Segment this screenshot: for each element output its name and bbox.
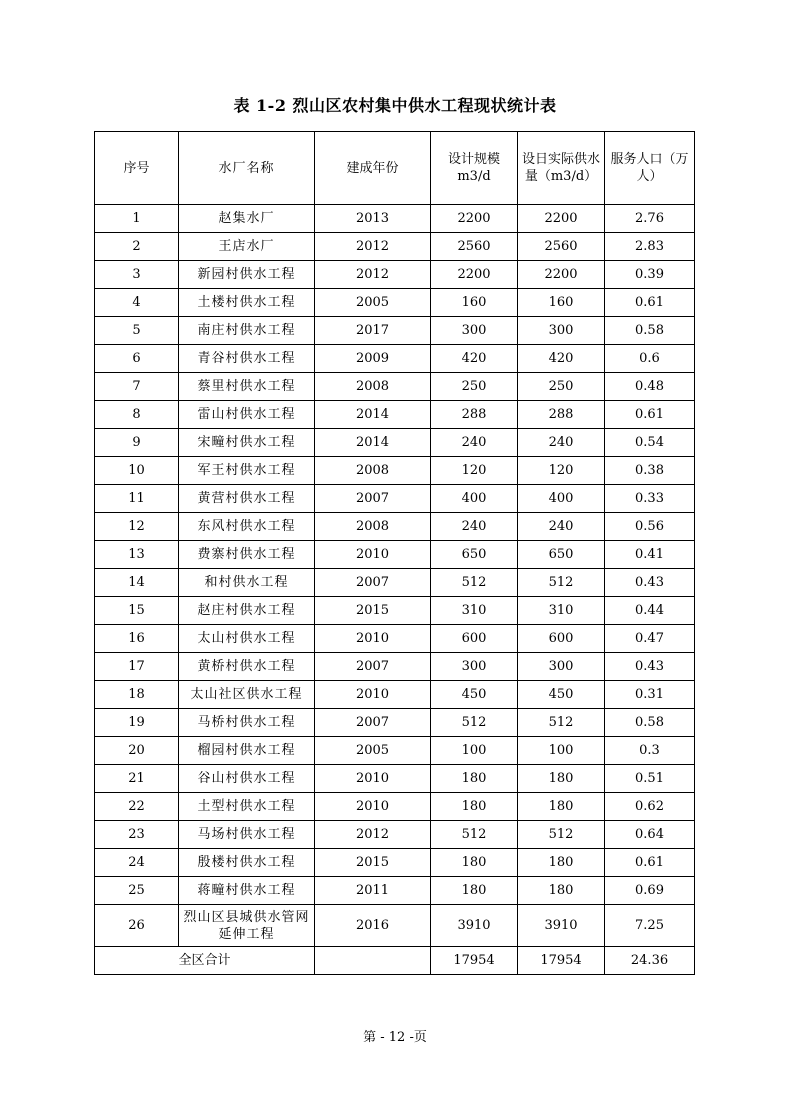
cell-design: 288 (431, 401, 518, 429)
cell-name: 烈山区县城供水管网延伸工程 (179, 905, 315, 947)
header-actual-supply: 设日实际供水量（m3/d） (518, 132, 605, 205)
cell-year: 2009 (315, 345, 431, 373)
cell-population: 0.33 (605, 485, 695, 513)
cell-actual: 512 (518, 569, 605, 597)
cell-actual: 400 (518, 485, 605, 513)
cell-name: 谷山村供水工程 (179, 765, 315, 793)
cell-name: 殷楼村供水工程 (179, 849, 315, 877)
cell-design: 400 (431, 485, 518, 513)
cell-actual: 2200 (518, 205, 605, 233)
cell-seq: 7 (95, 373, 179, 401)
cell-design: 650 (431, 541, 518, 569)
cell-name: 蔡里村供水工程 (179, 373, 315, 401)
total-label: 全区合计 (95, 947, 315, 975)
cell-design: 3910 (431, 905, 518, 947)
table-row (95, 709, 695, 737)
cell-population: 7.25 (605, 905, 695, 947)
table-row (95, 345, 695, 373)
cell-seq: 9 (95, 429, 179, 457)
cell-name: 南庄村供水工程 (179, 317, 315, 345)
cell-actual: 180 (518, 849, 605, 877)
cell-name: 土楼村供水工程 (179, 289, 315, 317)
cell-seq: 14 (95, 569, 179, 597)
cell-actual: 2200 (518, 261, 605, 289)
water-supply-table (94, 131, 695, 975)
cell-seq: 22 (95, 793, 179, 821)
cell-population: 0.38 (605, 457, 695, 485)
cell-design: 310 (431, 597, 518, 625)
cell-name: 赵集水厂 (179, 205, 315, 233)
cell-seq: 24 (95, 849, 179, 877)
cell-name: 赵庄村供水工程 (179, 597, 315, 625)
table-row (95, 681, 695, 709)
table-row (95, 597, 695, 625)
cell-design: 180 (431, 793, 518, 821)
cell-design: 180 (431, 765, 518, 793)
table-row (95, 737, 695, 765)
total-population: 24.36 (605, 947, 695, 975)
cell-seq: 5 (95, 317, 179, 345)
cell-name: 雷山村供水工程 (179, 401, 315, 429)
table-row (95, 793, 695, 821)
cell-seq: 12 (95, 513, 179, 541)
cell-year: 2015 (315, 849, 431, 877)
cell-design: 100 (431, 737, 518, 765)
table-row (95, 289, 695, 317)
cell-population: 0.61 (605, 401, 695, 429)
cell-population: 0.43 (605, 653, 695, 681)
cell-design: 450 (431, 681, 518, 709)
cell-year: 2010 (315, 625, 431, 653)
cell-seq: 2 (95, 233, 179, 261)
cell-actual: 512 (518, 709, 605, 737)
cell-year: 2016 (315, 905, 431, 947)
cell-name: 土型村供水工程 (179, 793, 315, 821)
cell-population: 0.58 (605, 317, 695, 345)
cell-year: 2008 (315, 513, 431, 541)
cell-year: 2012 (315, 821, 431, 849)
cell-name: 费寨村供水工程 (179, 541, 315, 569)
cell-seq: 1 (95, 205, 179, 233)
total-design: 17954 (431, 947, 518, 975)
table-row (95, 513, 695, 541)
header-population: 服务人口（万人） (605, 132, 695, 205)
cell-year: 2014 (315, 429, 431, 457)
cell-design: 300 (431, 653, 518, 681)
cell-seq: 17 (95, 653, 179, 681)
cell-actual: 512 (518, 821, 605, 849)
cell-actual: 450 (518, 681, 605, 709)
total-year (315, 947, 431, 975)
cell-population: 0.47 (605, 625, 695, 653)
cell-year: 2010 (315, 681, 431, 709)
table-row (95, 401, 695, 429)
cell-seq: 20 (95, 737, 179, 765)
cell-name: 宋疃村供水工程 (179, 429, 315, 457)
cell-population: 0.61 (605, 289, 695, 317)
cell-name: 王店水厂 (179, 233, 315, 261)
cell-seq: 8 (95, 401, 179, 429)
cell-design: 240 (431, 429, 518, 457)
table-row (95, 905, 695, 947)
table-row (95, 765, 695, 793)
cell-population: 0.31 (605, 681, 695, 709)
cell-population: 0.48 (605, 373, 695, 401)
cell-actual: 100 (518, 737, 605, 765)
cell-actual: 650 (518, 541, 605, 569)
cell-year: 2014 (315, 401, 431, 429)
cell-year: 2005 (315, 289, 431, 317)
cell-seq: 4 (95, 289, 179, 317)
cell-seq: 26 (95, 905, 179, 947)
cell-population: 0.62 (605, 793, 695, 821)
table-row (95, 261, 695, 289)
cell-design: 512 (431, 821, 518, 849)
table-row (95, 625, 695, 653)
cell-seq: 10 (95, 457, 179, 485)
cell-year: 2007 (315, 485, 431, 513)
cell-name: 和村供水工程 (179, 569, 315, 597)
table-row (95, 849, 695, 877)
cell-seq: 13 (95, 541, 179, 569)
cell-population: 0.41 (605, 541, 695, 569)
table-title: 表 1-2 烈山区农村集中供水工程现状统计表 (233, 96, 557, 115)
cell-actual: 160 (518, 289, 605, 317)
cell-actual: 3910 (518, 905, 605, 947)
cell-design: 512 (431, 569, 518, 597)
cell-actual: 600 (518, 625, 605, 653)
cell-seq: 18 (95, 681, 179, 709)
cell-actual: 240 (518, 429, 605, 457)
table-row (95, 569, 695, 597)
cell-design: 300 (431, 317, 518, 345)
cell-design: 240 (431, 513, 518, 541)
cell-actual: 288 (518, 401, 605, 429)
cell-population: 0.6 (605, 345, 695, 373)
cell-year: 2007 (315, 569, 431, 597)
cell-seq: 23 (95, 821, 179, 849)
cell-seq: 16 (95, 625, 179, 653)
cell-name: 新园村供水工程 (179, 261, 315, 289)
cell-name: 军王村供水工程 (179, 457, 315, 485)
cell-actual: 300 (518, 653, 605, 681)
cell-population: 0.61 (605, 849, 695, 877)
cell-seq: 19 (95, 709, 179, 737)
cell-year: 2008 (315, 373, 431, 401)
cell-population: 0.44 (605, 597, 695, 625)
cell-design: 120 (431, 457, 518, 485)
cell-name: 青谷村供水工程 (179, 345, 315, 373)
cell-seq: 15 (95, 597, 179, 625)
cell-actual: 180 (518, 765, 605, 793)
cell-actual: 300 (518, 317, 605, 345)
cell-population: 0.56 (605, 513, 695, 541)
table-row (95, 877, 695, 905)
cell-actual: 120 (518, 457, 605, 485)
cell-year: 2013 (315, 205, 431, 233)
cell-seq: 3 (95, 261, 179, 289)
cell-year: 2007 (315, 709, 431, 737)
cell-actual: 180 (518, 877, 605, 905)
cell-year: 2010 (315, 541, 431, 569)
cell-name: 蒋疃村供水工程 (179, 877, 315, 905)
cell-population: 0.64 (605, 821, 695, 849)
cell-design: 160 (431, 289, 518, 317)
cell-year: 2008 (315, 457, 431, 485)
cell-year: 2012 (315, 233, 431, 261)
cell-actual: 240 (518, 513, 605, 541)
cell-name: 马场村供水工程 (179, 821, 315, 849)
cell-population: 0.54 (605, 429, 695, 457)
cell-actual: 310 (518, 597, 605, 625)
cell-design: 250 (431, 373, 518, 401)
cell-seq: 25 (95, 877, 179, 905)
table-row (95, 653, 695, 681)
cell-seq: 6 (95, 345, 179, 373)
cell-design: 2200 (431, 261, 518, 289)
header-year: 建成年份 (315, 132, 431, 205)
table-row (95, 429, 695, 457)
table-body (95, 205, 695, 947)
cell-actual: 180 (518, 793, 605, 821)
table-row (95, 485, 695, 513)
page-number: 第 - 12 -页 (363, 1030, 427, 1045)
table-row (95, 233, 695, 261)
cell-design: 180 (431, 877, 518, 905)
header-design-capacity: 设计规模 m3/d (431, 132, 518, 205)
cell-design: 600 (431, 625, 518, 653)
table-row (95, 205, 695, 233)
cell-population: 0.39 (605, 261, 695, 289)
cell-name: 太山社区供水工程 (179, 681, 315, 709)
cell-design: 2560 (431, 233, 518, 261)
cell-actual: 2560 (518, 233, 605, 261)
table-row (95, 541, 695, 569)
cell-year: 2011 (315, 877, 431, 905)
cell-name: 东风村供水工程 (179, 513, 315, 541)
cell-design: 180 (431, 849, 518, 877)
table-row (95, 373, 695, 401)
total-row (95, 947, 695, 975)
cell-actual: 420 (518, 345, 605, 373)
cell-seq: 11 (95, 485, 179, 513)
header-row (95, 132, 695, 205)
cell-population: 0.58 (605, 709, 695, 737)
cell-population: 0.3 (605, 737, 695, 765)
cell-year: 2012 (315, 261, 431, 289)
cell-design: 2200 (431, 205, 518, 233)
cell-year: 2010 (315, 793, 431, 821)
cell-year: 2015 (315, 597, 431, 625)
cell-population: 2.83 (605, 233, 695, 261)
cell-year: 2017 (315, 317, 431, 345)
table-row (95, 821, 695, 849)
cell-year: 2010 (315, 765, 431, 793)
cell-actual: 250 (518, 373, 605, 401)
cell-name: 黄桥村供水工程 (179, 653, 315, 681)
cell-year: 2005 (315, 737, 431, 765)
cell-name: 榴园村供水工程 (179, 737, 315, 765)
cell-name: 马桥村供水工程 (179, 709, 315, 737)
cell-design: 420 (431, 345, 518, 373)
cell-name: 黄营村供水工程 (179, 485, 315, 513)
cell-population: 0.69 (605, 877, 695, 905)
cell-population: 0.51 (605, 765, 695, 793)
cell-population: 0.43 (605, 569, 695, 597)
header-name: 水厂名称 (179, 132, 315, 205)
header-seq: 序号 (95, 132, 179, 205)
cell-year: 2007 (315, 653, 431, 681)
total-actual: 17954 (518, 947, 605, 975)
table-row (95, 457, 695, 485)
cell-design: 512 (431, 709, 518, 737)
cell-population: 2.76 (605, 205, 695, 233)
cell-name: 太山村供水工程 (179, 625, 315, 653)
cell-seq: 21 (95, 765, 179, 793)
table-row (95, 317, 695, 345)
